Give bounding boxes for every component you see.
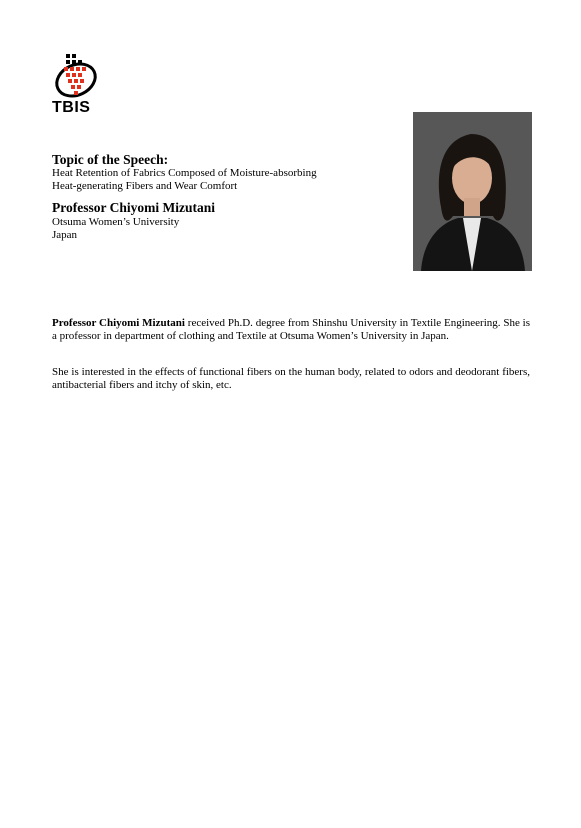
topic-title-line-1: Heat Retention of Fabrics Composed of Moisture-absorbing xyxy=(52,167,317,179)
topic-heading: Topic of the Speech: xyxy=(52,152,169,167)
bio-paragraph-1 xyxy=(52,317,530,343)
speaker-photo xyxy=(413,112,532,271)
bio-paragraph-1-text: received Ph.D. degree from Shinshu University in Textile Engineering. She is a professor in department of clothing and Textile at Otsuma Women’s University in Japan. xyxy=(52,317,530,342)
speaker-country: Japan xyxy=(52,229,78,241)
topic-title-line-2: Heat-generating Fibers and Wear Comfort xyxy=(52,180,238,192)
bio-paragraph-2: She is interested in the effects of functional fibers on the human body, related to odors and deodorant fibers, antibacterial fibers and itchy of skin, etc. xyxy=(52,366,530,391)
logo-text: TBIS xyxy=(52,99,91,116)
speaker-name: Professor Chiyomi Mizutani xyxy=(52,200,215,215)
speaker-affiliation: Otsuma Women’s University xyxy=(52,216,180,228)
bio-name: Professor Chiyomi Mizutani xyxy=(52,317,185,329)
